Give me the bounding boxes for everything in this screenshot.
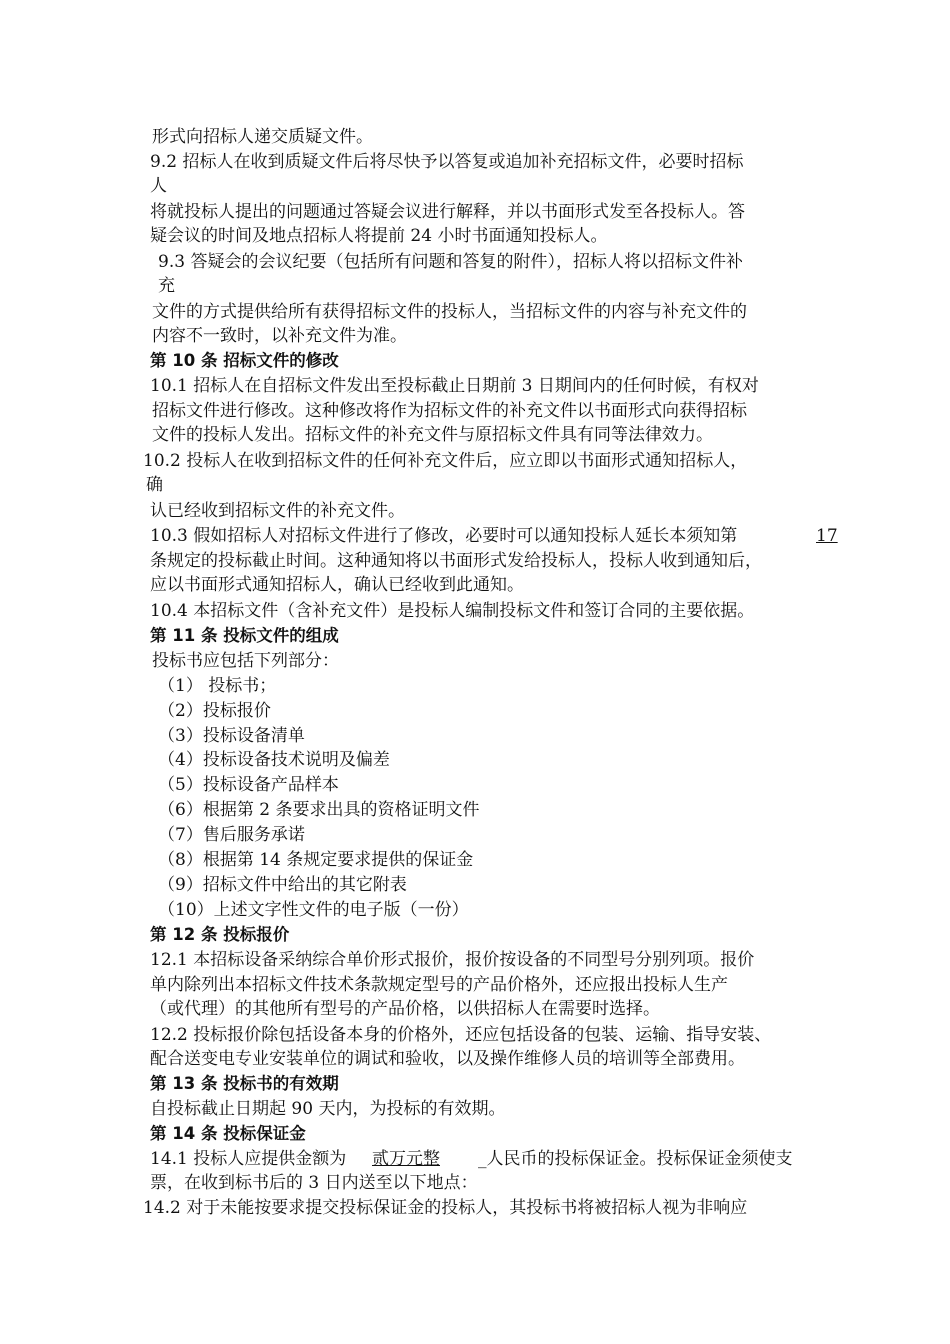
section-heading: 第 10 条 招标文件的修改	[150, 351, 339, 370]
amount-field: 贰万元整	[372, 1149, 440, 1169]
paragraph-line: 12.2 投标报价除包括设备本身的价格外，还应包括设备的包装、运输、指导安装、	[150, 1025, 772, 1045]
list-item: （4）投标设备技术说明及偏差	[158, 750, 390, 770]
list-item: （7）售后服务承诺	[158, 825, 305, 845]
section-heading: 第 12 条 投标报价	[150, 925, 290, 944]
paragraph-line: （或代理）的其他所有型号的产品价格，以供招标人在需要时选择。	[150, 999, 660, 1019]
paragraph-line: 10.1 招标人在自招标文件发出至投标截止日期前 3 日期间内的任何时候，有权对	[150, 376, 759, 396]
paragraph-line: 12.1 本招标设备采纳综合单价形式报价，报价按设备的不同型号分别列项。报价	[150, 950, 755, 970]
paragraph-line: _人民币的投标保证金。投标保证金须使支	[478, 1149, 793, 1169]
paragraph-line: 条规定的投标截止时间。这种通知将以书面形式发给投标人，投标人收到通知后，	[150, 551, 762, 571]
paragraph-line: 文件的投标人发出。招标文件的补充文件与原招标文件具有同等法律效力。	[152, 425, 713, 445]
list-item: （1） 投标书；	[158, 676, 277, 696]
paragraph-line: 9.3 答疑会的会议纪要（包括所有问题和答复的附件），招标人将以招标文件补	[158, 252, 743, 272]
paragraph-line: 疑会议的时间及地点招标人将提前 24 小时书面通知投标人。	[150, 226, 608, 246]
list-item: （3）投标设备清单	[158, 726, 305, 746]
section-heading: 第 14 条 投标保证金	[150, 1124, 306, 1143]
paragraph-line: 14.1 投标人应提供金额为	[150, 1149, 347, 1169]
paragraph-line: 10.3 假如招标人对招标文件进行了修改，必要时可以通知投标人延长本须知第	[150, 526, 738, 546]
paragraph-line: 招标文件进行修改。这种修改将作为招标文件的补充文件以书面形式向获得招标	[152, 401, 747, 421]
paragraph-line: 内容不一致时，以补充文件为准。	[152, 326, 407, 346]
paragraph-line: 人	[150, 176, 167, 196]
paragraph-line: 单内除列出本招标文件技术条款规定型号的产品价格外，还应报出投标人生产	[150, 975, 728, 995]
paragraph-line: 充	[158, 276, 175, 296]
section-heading: 第 11 条 投标文件的组成	[150, 626, 339, 645]
paragraph-line: 投标书应包括下列部分：	[152, 651, 339, 671]
paragraph-line: 将就投标人提出的问题通过答疑会议进行解释，并以书面形式发至各投标人。答	[150, 202, 745, 222]
paragraph-line: 认已经收到招标文件的补充文件。	[150, 501, 405, 521]
paragraph-line: 应以书面形式通知招标人，确认已经收到此通知。	[150, 575, 524, 595]
paragraph-line: 形式向招标人递交质疑文件。	[152, 127, 373, 147]
list-item: （5）投标设备产品样本	[158, 775, 339, 795]
list-item: （9）招标文件中给出的其它附表	[158, 875, 407, 895]
list-item: （8）根据第 14 条规定要求提供的保证金	[158, 850, 474, 870]
paragraph-line: 10.2 投标人在收到招标文件的任何补充文件后，应立即以书面形式通知招标人，	[143, 451, 748, 471]
section-heading: 第 13 条 投标书的有效期	[150, 1074, 339, 1093]
list-item: （2）投标报价	[158, 701, 271, 721]
paragraph-line: 文件的方式提供给所有获得招标文件的投标人，当招标文件的内容与补充文件的	[152, 302, 747, 322]
paragraph-line: 确	[146, 475, 163, 495]
paragraph-line: 自投标截止日期起 90 天内，为投标的有效期。	[150, 1099, 506, 1119]
paragraph-line: 14.2 对于未能按要求提交投标保证金的投标人，其投标书将被招标人视为非响应	[143, 1198, 748, 1218]
paragraph-line: 10.4 本招标文件（含补充文件）是投标人编制投标文件和签订合同的主要依据。	[150, 601, 755, 621]
list-item: （6）根据第 2 条要求出具的资格证明文件	[158, 800, 480, 820]
paragraph-line: 票，在收到标书后的 3 日内送至以下地点：	[150, 1173, 478, 1193]
article-number-link: 17	[816, 526, 838, 546]
paragraph-line: 9.2 招标人在收到质疑文件后将尽快予以答复或追加补充招标文件，必要时招标	[150, 152, 744, 172]
paragraph-line: 配合送变电专业安装单位的调试和验收，以及操作维修人员的培训等全部费用。	[150, 1049, 745, 1069]
list-item: （10）上述文字性文件的电子版（一份）	[158, 900, 469, 920]
